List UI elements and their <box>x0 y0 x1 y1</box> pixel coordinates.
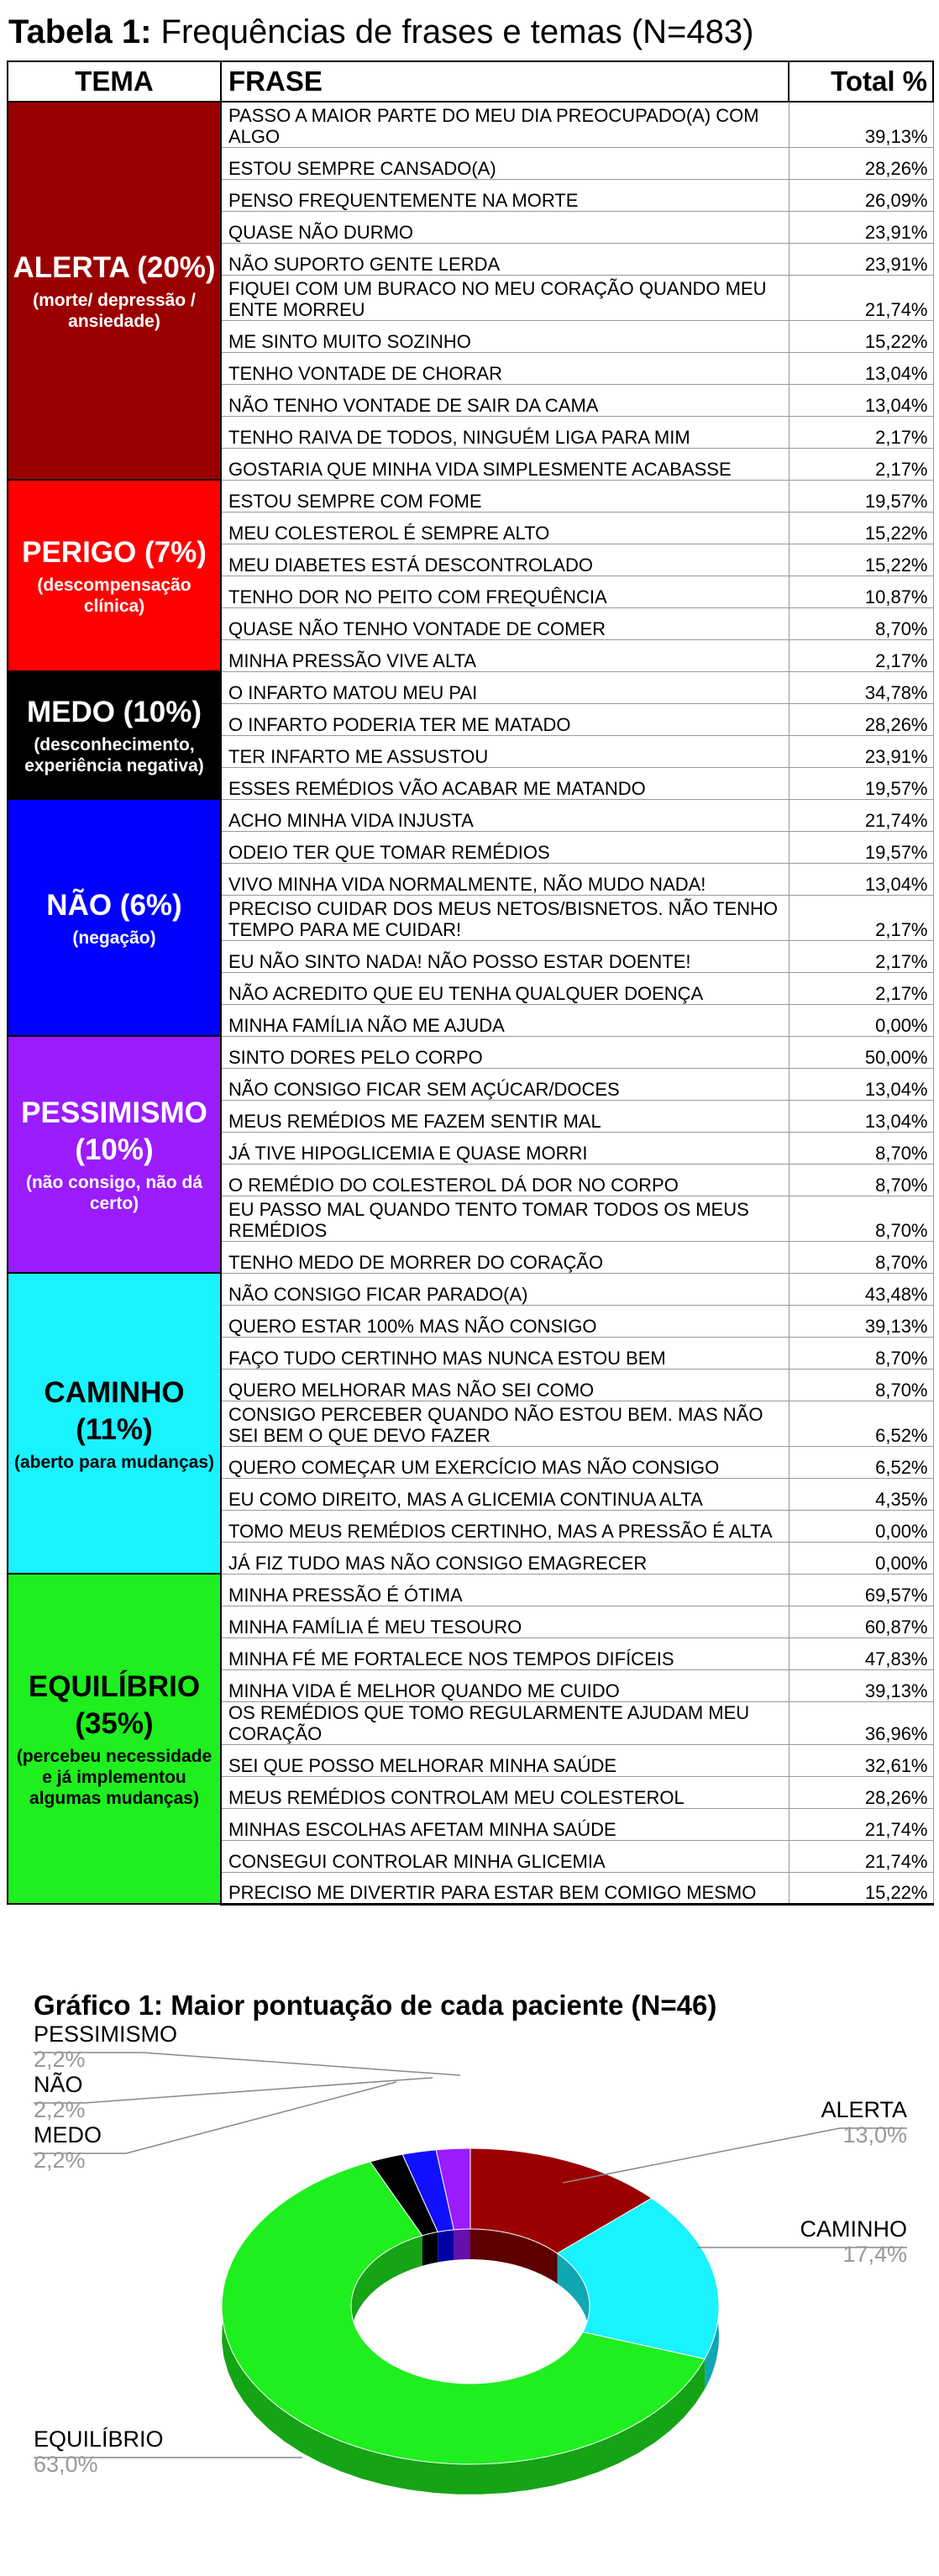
phrase-cell: CONSEGUI CONTROLAR MINHA GLICEMIA <box>221 1840 789 1872</box>
total-cell: 28,26% <box>789 1776 933 1808</box>
slice-inner-wall-pessimismo <box>454 2229 470 2260</box>
theme-subtitle: (aberto para mudanças) <box>13 1452 215 1472</box>
total-cell: 8,70% <box>789 1337 933 1369</box>
table-row <box>8 1574 933 1606</box>
phrase-cell: NÃO SUPORTO GENTE LERDA <box>221 243 789 275</box>
total-cell: 13,04% <box>789 863 933 895</box>
phrase-cell: ESTOU SEMPRE CANSADO(A) <box>221 147 789 179</box>
slice-value-caminho: 17,4% <box>842 2242 907 2267</box>
theme-subtitle: (percebeu necessidade e já implementou algumas mudanças) <box>16 1747 212 1808</box>
slice-label-alerta: ALERTA <box>821 2097 907 2122</box>
theme-cell-alerta <box>8 102 221 480</box>
phrase-cell: ME SINTO MUITO SOZINHO <box>221 320 789 352</box>
phrase-cell: JÁ FIZ TUDO MAS NÃO CONSIGO EMAGRECER <box>221 1542 789 1574</box>
total-cell: 15,22% <box>789 544 933 576</box>
table-header-row <box>8 61 933 102</box>
total-cell: 21,74% <box>789 1808 933 1840</box>
total-cell: 21,74% <box>789 799 933 831</box>
total-cell: 19,57% <box>789 767 933 799</box>
phrase-cell: NÃO TENHO VONTADE DE SAIR DA CAMA <box>221 384 789 416</box>
phrase-cell: MINHA FAMÍLIA NÃO ME AJUDA <box>221 1004 789 1036</box>
phrase-cell: QUASE NÃO DURMO <box>221 211 789 243</box>
phrase-cell: TOMO MEUS REMÉDIOS CERTINHO, MAS A PRESSÃO É ALTA <box>221 1510 789 1542</box>
header-frase: FRASE <box>221 61 789 102</box>
total-cell: 32,61% <box>789 1744 933 1776</box>
theme-cell-pessimismo <box>8 1036 221 1273</box>
leader-line-pessimismo <box>34 2053 460 2075</box>
phrase-cell: TER INFARTO ME ASSUSTOU <box>221 735 789 767</box>
phrase-cell: NÃO ACREDITO QUE EU TENHA QUALQUER DOENÇA <box>221 972 789 1004</box>
total-cell: 13,04% <box>789 352 933 384</box>
table-row <box>8 1036 933 1068</box>
total-cell: 2,17% <box>789 448 933 480</box>
leader-line-nao <box>34 2078 433 2103</box>
table-row <box>8 1273 933 1305</box>
theme-name: NÃO (6%) <box>46 888 182 922</box>
theme-subtitle: (descompensação clínica) <box>37 576 191 616</box>
slice-value-pessimismo: 2,2% <box>34 2047 86 2072</box>
total-cell: 6,52% <box>789 1446 933 1478</box>
phrase-cell: MINHA FAMÍLIA É MEU TESOURO <box>221 1606 789 1638</box>
theme-name: PERIGO (7%) <box>22 536 207 569</box>
total-cell: 21,74% <box>789 275 933 320</box>
theme-name: PESSIMISMO (10%) <box>21 1096 207 1166</box>
total-cell: 50,00% <box>789 1036 933 1068</box>
total-cell: 4,35% <box>789 1478 933 1510</box>
total-cell: 28,26% <box>789 147 933 179</box>
phrase-cell: FIQUEI COM UM BURACO NO MEU CORAÇÃO QUANDO MEU ENTE MORREU <box>221 275 789 320</box>
total-cell: 23,91% <box>789 211 933 243</box>
phrase-cell: QUERO COMEÇAR UM EXERCÍCIO MAS NÃO CONSIGO <box>221 1446 789 1478</box>
total-cell: 0,00% <box>789 1004 933 1036</box>
table-title-label: Tabela 1: <box>8 13 152 50</box>
theme-name: EQUILÍBRIO (35%) <box>28 1670 201 1740</box>
slice-value-nao: 2,2% <box>34 2097 86 2122</box>
phrase-cell: TENHO DOR NO PEITO COM FREQUÊNCIA <box>221 576 789 607</box>
total-cell: 8,70% <box>789 1369 933 1401</box>
phrase-cell: TENHO VONTADE DE CHORAR <box>221 352 789 384</box>
table-row <box>8 799 933 831</box>
phrase-cell: EU COMO DIREITO, MAS A GLICEMIA CONTINUA ALTA <box>221 1478 789 1510</box>
table-row <box>8 480 933 512</box>
theme-cell-caminho <box>8 1273 221 1574</box>
total-cell: 8,70% <box>789 1241 933 1273</box>
total-cell: 15,22% <box>789 512 933 544</box>
phrase-cell: VIVO MINHA VIDA NORMALMENTE, NÃO MUDO NADA! <box>221 863 789 895</box>
total-cell: 13,04% <box>789 1068 933 1100</box>
frequency-table <box>7 60 934 1906</box>
donut-chart <box>0 2016 939 2576</box>
phrase-cell: GOSTARIA QUE MINHA VIDA SIMPLESMENTE ACABASSE <box>221 448 789 480</box>
phrase-cell: PRECISO ME DIVERTIR PARA ESTAR BEM COMIGO MESMO <box>221 1872 789 1904</box>
total-cell: 8,70% <box>789 1196 933 1241</box>
theme-cell-medo <box>8 671 221 799</box>
phrase-cell: O INFARTO PODERIA TER ME MATADO <box>221 703 789 735</box>
total-cell: 8,70% <box>789 1132 933 1164</box>
theme-cell-perigo <box>8 480 221 671</box>
total-cell: 0,00% <box>789 1510 933 1542</box>
total-cell: 28,26% <box>789 703 933 735</box>
table-title-text: Frequências de frases e temas (N=483) <box>151 13 754 50</box>
total-cell: 23,91% <box>789 243 933 275</box>
phrase-cell: QUERO ESTAR 100% MAS NÃO CONSIGO <box>221 1305 789 1337</box>
slice-label-pessimismo: PESSIMISMO <box>34 2021 178 2047</box>
phrase-cell: OS REMÉDIOS QUE TOMO REGULARMENTE AJUDAM MEU CORAÇÃO <box>221 1701 789 1744</box>
phrase-cell: MINHA VIDA É MELHOR QUANDO ME CUIDO <box>221 1669 789 1701</box>
total-cell: 15,22% <box>789 320 933 352</box>
phrase-cell: ESSES REMÉDIOS VÃO ACABAR ME MATANDO <box>221 767 789 799</box>
total-cell: 26,09% <box>789 179 933 211</box>
total-cell: 19,57% <box>789 831 933 863</box>
phrase-cell: PRECISO CUIDAR DOS MEUS NETOS/BISNETOS. NÃO TENHO TEMPO PARA ME CUIDAR! <box>221 895 789 940</box>
total-cell: 19,57% <box>789 480 933 512</box>
chart-top-layer <box>222 2148 719 2464</box>
table-body <box>8 102 933 1904</box>
total-cell: 23,91% <box>789 735 933 767</box>
phrase-cell: TENHO MEDO DE MORRER DO CORAÇÃO <box>221 1241 789 1273</box>
total-cell: 2,17% <box>789 639 933 671</box>
total-cell: 6,52% <box>789 1401 933 1446</box>
phrase-cell: ODEIO TER QUE TOMAR REMÉDIOS <box>221 831 789 863</box>
header-tema: TEMA <box>8 61 221 102</box>
slice-label-caminho: CAMINHO <box>800 2216 907 2242</box>
phrase-cell: MEUS REMÉDIOS ME FAZEM SENTIR MAL <box>221 1100 789 1132</box>
slice-value-alerta: 13,0% <box>842 2122 907 2148</box>
total-cell: 43,48% <box>789 1273 933 1305</box>
total-cell: 39,13% <box>789 1669 933 1701</box>
total-cell: 47,83% <box>789 1638 933 1669</box>
slice-label-equilibrio: EQUILÍBRIO <box>34 2426 164 2452</box>
theme-cell-equilibrio <box>8 1574 221 1904</box>
phrase-cell: FAÇO TUDO CERTINHO MAS NUNCA ESTOU BEM <box>221 1337 789 1369</box>
theme-subtitle: (desconhecimento, experiência negativa) <box>24 735 204 775</box>
chart-title: Gráfico 1: Maior pontuação de cada paciente (N=46) <box>34 1990 717 2021</box>
phrase-cell: JÁ TIVE HIPOGLICEMIA E QUASE MORRI <box>221 1132 789 1164</box>
total-cell: 2,17% <box>789 895 933 940</box>
phrase-cell: MINHA FÉ ME FORTALECE NOS TEMPOS DIFÍCEIS <box>221 1638 789 1669</box>
slice-value-equilibrio: 63,0% <box>34 2452 98 2477</box>
total-cell: 0,00% <box>789 1542 933 1574</box>
theme-name: CAMINHO (11%) <box>44 1375 185 1446</box>
phrase-cell: ESTOU SEMPRE COM FOME <box>221 480 789 512</box>
phrase-cell: O REMÉDIO DO COLESTEROL DÁ DOR NO CORPO <box>221 1164 789 1196</box>
total-cell: 13,04% <box>789 1100 933 1132</box>
phrase-cell: QUERO MELHORAR MAS NÃO SEI COMO <box>221 1369 789 1401</box>
total-cell: 15,22% <box>789 1872 933 1904</box>
phrase-cell: MINHA PRESSÃO VIVE ALTA <box>221 639 789 671</box>
total-cell: 36,96% <box>789 1701 933 1744</box>
theme-name: MEDO (10%) <box>26 696 202 728</box>
slice-inner-wall-medo <box>422 2232 438 2266</box>
phrase-cell: CONSIGO PERCEBER QUANDO NÃO ESTOU BEM. MAS NÃO SEI BEM O QUE DEVO FAZER <box>221 1401 789 1446</box>
slice-label-medo: MEDO <box>34 2122 102 2148</box>
phrase-cell: PENSO FREQUENTEMENTE NA MORTE <box>221 179 789 211</box>
phrase-cell: MEU COLESTEROL É SEMPRE ALTO <box>221 512 789 544</box>
table-row <box>8 102 933 147</box>
total-cell: 2,17% <box>789 940 933 972</box>
phrase-cell: MEU DIABETES ESTÁ DESCONTROLADO <box>221 544 789 576</box>
phrase-cell: NÃO CONSIGO FICAR SEM AÇÚCAR/DOCES <box>221 1068 789 1100</box>
total-cell: 8,70% <box>789 1164 933 1196</box>
total-cell: 34,78% <box>789 671 933 703</box>
phrase-cell: O INFARTO MATOU MEU PAI <box>221 671 789 703</box>
total-cell: 2,17% <box>789 416 933 448</box>
total-cell: 39,13% <box>789 1305 933 1337</box>
phrase-cell: QUASE NÃO TENHO VONTADE DE COMER <box>221 607 789 639</box>
phrase-cell: EU NÃO SINTO NADA! NÃO POSSO ESTAR DOENTE! <box>221 940 789 972</box>
phrase-cell: NÃO CONSIGO FICAR PARADO(A) <box>221 1273 789 1305</box>
theme-subtitle: (negação) <box>72 928 156 948</box>
phrase-cell: MEUS REMÉDIOS CONTROLAM MEU COLESTEROL <box>221 1776 789 1808</box>
phrase-cell: SEI QUE POSSO MELHORAR MINHA SAÚDE <box>221 1744 789 1776</box>
header-total: Total % <box>789 61 933 102</box>
total-cell: 10,87% <box>789 576 933 607</box>
theme-subtitle: (não consigo, não dá certo) <box>25 1173 202 1213</box>
phrase-cell: EU PASSO MAL QUANDO TENTO TOMAR TODOS OS MEUS REMÉDIOS <box>221 1196 789 1241</box>
total-cell: 69,57% <box>789 1574 933 1606</box>
theme-cell-nao <box>8 799 221 1036</box>
total-cell: 8,70% <box>789 607 933 639</box>
phrase-cell: SINTO DORES PELO CORPO <box>221 1036 789 1068</box>
phrase-cell: TENHO RAIVA DE TODOS, NINGUÉM LIGA PARA MIM <box>221 416 789 448</box>
theme-name: ALERTA (20%) <box>13 251 216 284</box>
table-row <box>8 671 933 703</box>
slice-value-medo: 2,2% <box>34 2148 86 2173</box>
total-cell: 60,87% <box>789 1606 933 1638</box>
table-title <box>8 13 753 51</box>
slice-inner-wall-nao <box>438 2230 454 2263</box>
phrase-cell: MINHA PRESSÃO É ÓTIMA <box>221 1574 789 1606</box>
phrase-cell: PASSO A MAIOR PARTE DO MEU DIA PREOCUPADO(A) COM ALGO <box>221 102 789 147</box>
total-cell: 13,04% <box>789 384 933 416</box>
phrase-cell: ACHO MINHA VIDA INJUSTA <box>221 799 789 831</box>
total-cell: 2,17% <box>789 972 933 1004</box>
theme-subtitle: (morte/ depressão / ansiedade) <box>33 291 196 331</box>
total-cell: 39,13% <box>789 102 933 147</box>
slice-label-nao: NÃO <box>34 2072 83 2097</box>
phrase-cell: MINHAS ESCOLHAS AFETAM MINHA SAÚDE <box>221 1808 789 1840</box>
total-cell: 21,74% <box>789 1840 933 1872</box>
